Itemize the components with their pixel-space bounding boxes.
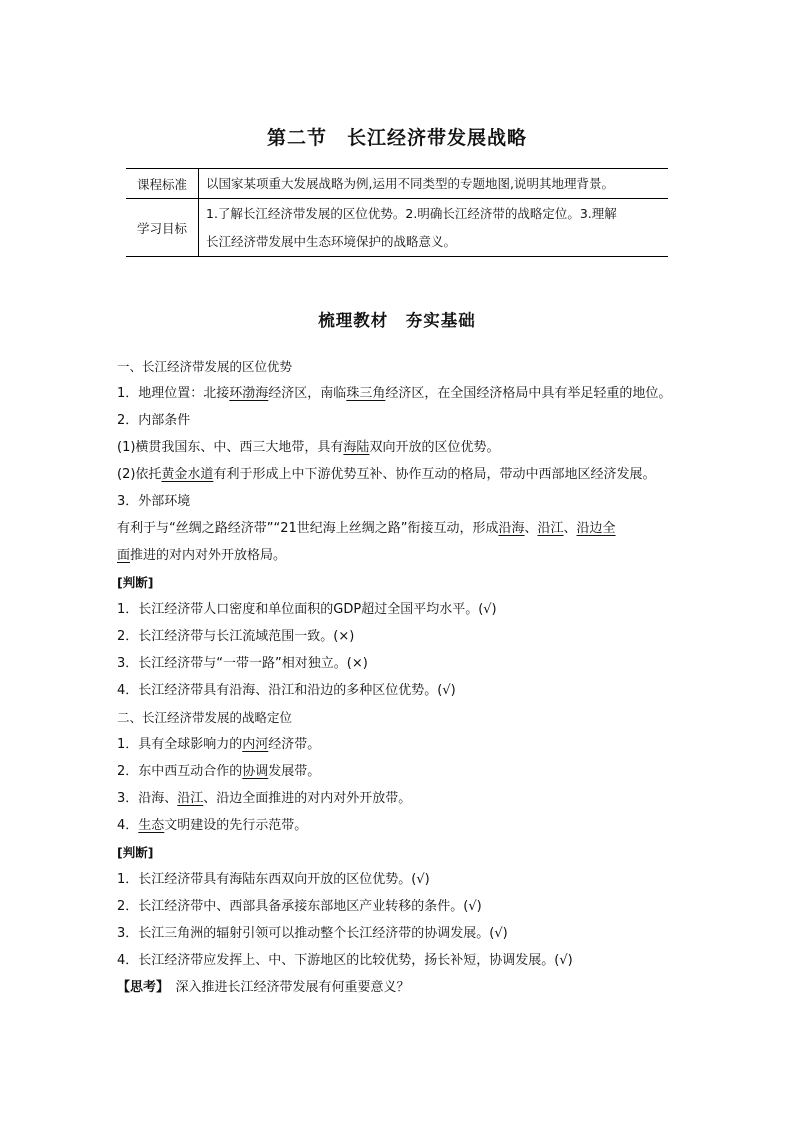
part1-item2: 2．内部条件 bbox=[117, 413, 191, 428]
think-label: 【思考】 bbox=[117, 980, 163, 995]
part1-item2-2: (2)依托黄金水道有利于形成上中下游优势互补、协作互动的格局，带动中西部地区经济发展。 bbox=[117, 467, 656, 482]
judge-label: [判断] bbox=[117, 575, 154, 590]
standards-table bbox=[126, 168, 668, 257]
goals-line-2: 长江经济带发展中生态环境保护的战略意义。 bbox=[206, 233, 457, 249]
part2-heading: 二、长江经济带发展的战略定位 bbox=[117, 710, 293, 725]
table-value-curriculum: 以国家某项重大发展战略为例,运用不同类型的专题地图,说明其地理背景。 bbox=[199, 169, 669, 199]
judge-item: 4．长江经济带应发挥上、中、下游地区的比较优势，扬长补短，协调发展。(√) bbox=[117, 953, 573, 968]
page-title: 第二节 长江经济带发展战略 bbox=[266, 127, 527, 149]
judge-item: 3．长江经济带与“一带一路”相对独立。(×) bbox=[117, 656, 368, 671]
table-row bbox=[126, 199, 668, 257]
part1-item3: 3．外部环境 bbox=[117, 494, 191, 509]
part1-item2-1: (1)横贯我国东、中、西三大地带，具有海陆双向开放的区位优势。 bbox=[117, 440, 500, 455]
part2-item2: 2．东中西互动合作的协调发展带。 bbox=[117, 764, 321, 779]
judge-item: 3．长江三角洲的辐射引领可以推动整个长江经济带的协调发展。(√) bbox=[117, 926, 508, 941]
think-text: 深入推进长江经济带发展有何重要意义？ bbox=[162, 980, 410, 995]
part1-item3-text: 有利于与“丝绸之路经济带”“21世纪海上丝绸之路”衔接互动，形成沿海、沿江、沿边全 bbox=[117, 521, 616, 536]
part2-item4: 4．生态文明建设的先行示范带。 bbox=[117, 818, 308, 833]
table-key-curriculum: 课程标准 bbox=[126, 169, 199, 199]
section-title: 梳理教材 夯实基础 bbox=[318, 311, 476, 330]
part1-heading: 一、长江经济带发展的区位优势 bbox=[117, 359, 293, 374]
part2-item3: 3．沿海、沿江、沿边全面推进的对内对外开放带。 bbox=[117, 791, 412, 806]
judge-item: 2．长江经济带与长江流域范围一致。(×) bbox=[117, 629, 355, 644]
judge-label: [判断] bbox=[117, 845, 154, 860]
judge-item: 1．长江经济带具有海陆东西双向开放的区位优势。(√) bbox=[117, 872, 430, 887]
part1-item3-text-cont: 面推进的对内对外开放格局。 bbox=[117, 548, 287, 563]
judge-item: 2．长江经济带中、西部具备承接东部地区产业转移的条件。(√) bbox=[117, 899, 482, 914]
part2-item1: 1．具有全球影响力的内河经济带。 bbox=[117, 737, 321, 752]
content-body bbox=[117, 353, 681, 1001]
judge-item: 4．长江经济带具有沿海、沿江和沿边的多种区位优势。(√) bbox=[117, 683, 456, 698]
table-value-goals bbox=[199, 199, 669, 257]
table-row bbox=[126, 169, 668, 199]
judge-item: 1．长江经济带人口密度和单位面积的GDP超过全国平均水平。(√) bbox=[117, 602, 497, 617]
goals-line-1: 1.了解长江经济带发展的区位优势。2.明确长江经济带的战略定位。3.理解 bbox=[206, 205, 617, 221]
table-key-goals: 学习目标 bbox=[126, 199, 199, 257]
part1-item1: 1．地理位置：北接环渤海经济区，南临珠三角经济区，在全国经济格局中具有举足轻重的地位。 bbox=[117, 386, 672, 401]
think-question bbox=[117, 974, 681, 1001]
